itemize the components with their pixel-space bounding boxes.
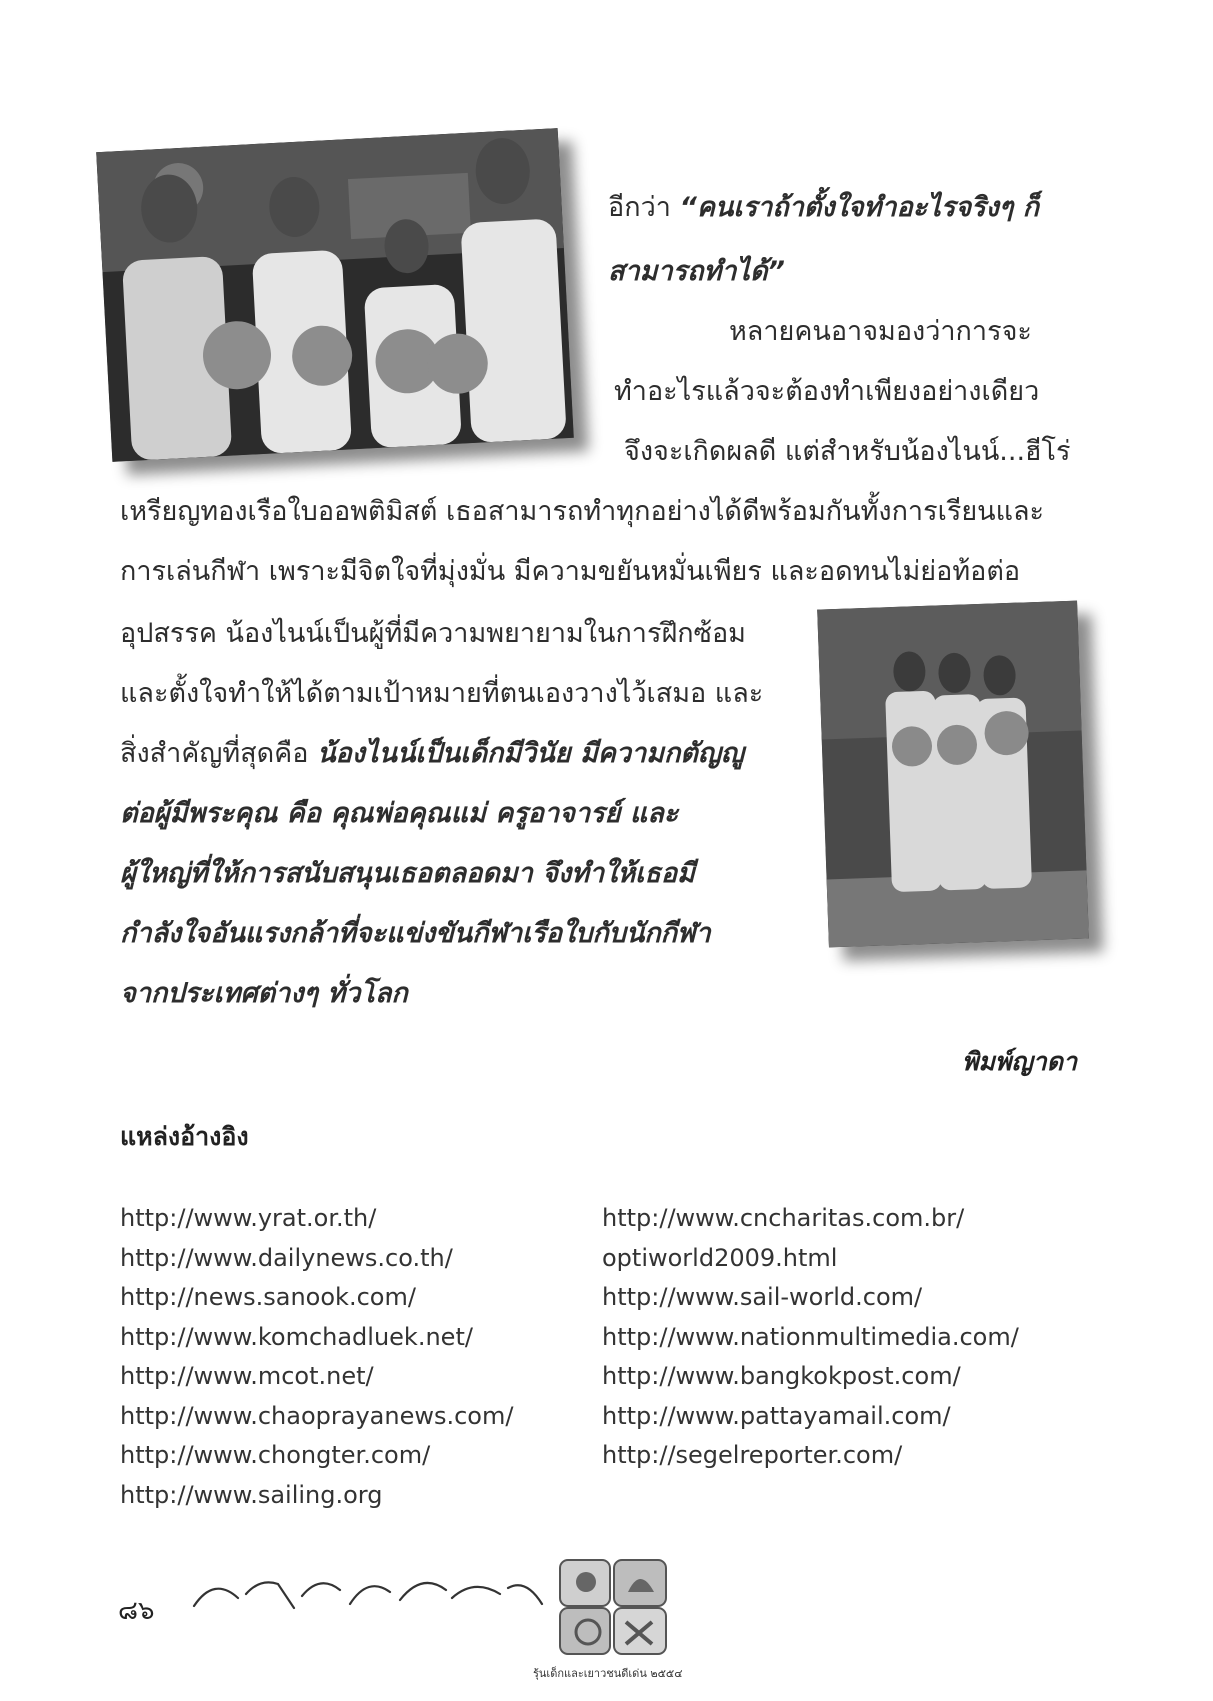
reference-link[interactable]: http://www.yrat.or.th/ bbox=[120, 1204, 377, 1232]
reference-link[interactable]: http://www.cncharitas.com.br/ bbox=[602, 1204, 965, 1232]
article-line-7: การเล่นกีฬา เพราะมีจิตใจที่มุ่งมั่น มีความขยันหมั่นเพียร และอดทนไม่ย่อท้อต่อ bbox=[120, 556, 1021, 587]
article-line-14: จากประเทศต่างๆ ทั่วโลก bbox=[120, 978, 408, 1009]
reference-link[interactable]: http://www.chaoprayanews.com/ bbox=[120, 1401, 514, 1430]
logo-caption: รุ้นเด็กและเยาวชนดีเด่น ๒๕๕๔ bbox=[533, 1667, 683, 1680]
article-line-11: ต่อผู้มีพระคุณ คือ คุณพ่อคุณแม่ ครูอาจารย์ และ bbox=[120, 798, 679, 829]
article-line-4: ทำอะไรแล้วจะต้องทำเพียงอย่างเดียว bbox=[614, 376, 1040, 407]
article-line-2: สามารถทำได้” bbox=[608, 256, 785, 287]
reference-link[interactable]: http://www.komchadluek.net/ bbox=[120, 1322, 473, 1351]
article-line-1: อีกว่า “คนเราถ้าตั้งใจทำอะไรจริงๆ ก็ bbox=[608, 192, 1040, 223]
article-line-5: จึงจะเกิดผลดี แต่สำหรับน้องไนน์...ฮีโร่ bbox=[624, 436, 1071, 467]
reference-link[interactable]: http://www.pattayamail.com/ bbox=[602, 1401, 951, 1430]
article-line-10: สิ่งสำคัญที่สุดคือ น้องไนน์เป็นเด็กมีวินัย มีความกตัญญู bbox=[120, 738, 744, 769]
reference-link[interactable]: http://www.dailynews.co.th/ bbox=[120, 1243, 453, 1272]
reference-link[interactable]: optiworld2009.html bbox=[602, 1243, 838, 1272]
article-line-12: ผู้ใหญ่ที่ให้การสนับสนุนเธอตลอดมา จึงทำให้เธอมี bbox=[120, 858, 695, 889]
reference-link[interactable]: http://www.chongter.com/ bbox=[120, 1441, 431, 1469]
references-heading: แหล่งอ้างอิง bbox=[120, 1122, 249, 1151]
reference-link[interactable]: http://www.sailing.org bbox=[120, 1480, 383, 1509]
article-line-9: และตั้งใจทำให้ได้ตามเป้าหมายที่ตนเองวางไว้เสมอ และ bbox=[120, 678, 764, 709]
reference-link[interactable]: http://news.sanook.com/ bbox=[120, 1283, 416, 1311]
references-left-column bbox=[120, 1199, 513, 1515]
reference-link[interactable]: http://segelreporter.com/ bbox=[602, 1441, 903, 1469]
article-line-3: หลายคนอาจมองว่าการจะ bbox=[729, 316, 1032, 347]
reference-link[interactable]: http://www.sail-world.com/ bbox=[602, 1283, 923, 1311]
page-number: ๘๖ bbox=[118, 1596, 155, 1626]
reference-link[interactable]: http://www.mcot.net/ bbox=[120, 1362, 374, 1390]
references-right-column bbox=[602, 1199, 1019, 1476]
medal-ceremony-photo bbox=[96, 128, 574, 462]
reference-link[interactable]: http://www.bangkokpost.com/ bbox=[602, 1362, 961, 1390]
article-line-6: เหรียญทองเรือใบออพติมิสต์ เธอสามารถทำทุกอย่างได้ดีพร้อมกันทั้งการเรียนและ bbox=[120, 496, 1045, 527]
reference-link[interactable]: http://www.nationmultimedia.com/ bbox=[602, 1322, 1019, 1351]
article-line-13: กำลังใจอันแรงกล้าที่จะแข่งขันกีฬาเรือใบกับนักกีฬา bbox=[120, 918, 711, 949]
youth-award-logo bbox=[548, 1552, 678, 1662]
podium-photo bbox=[817, 601, 1089, 948]
wave-decoration bbox=[190, 1570, 550, 1620]
author-signature: พิมพ์ญาดา bbox=[961, 1047, 1077, 1076]
article-line-8: อุปสรรค น้องไนน์เป็นผู้ที่มีความพยายามในการฝึกซ้อม bbox=[120, 618, 746, 649]
